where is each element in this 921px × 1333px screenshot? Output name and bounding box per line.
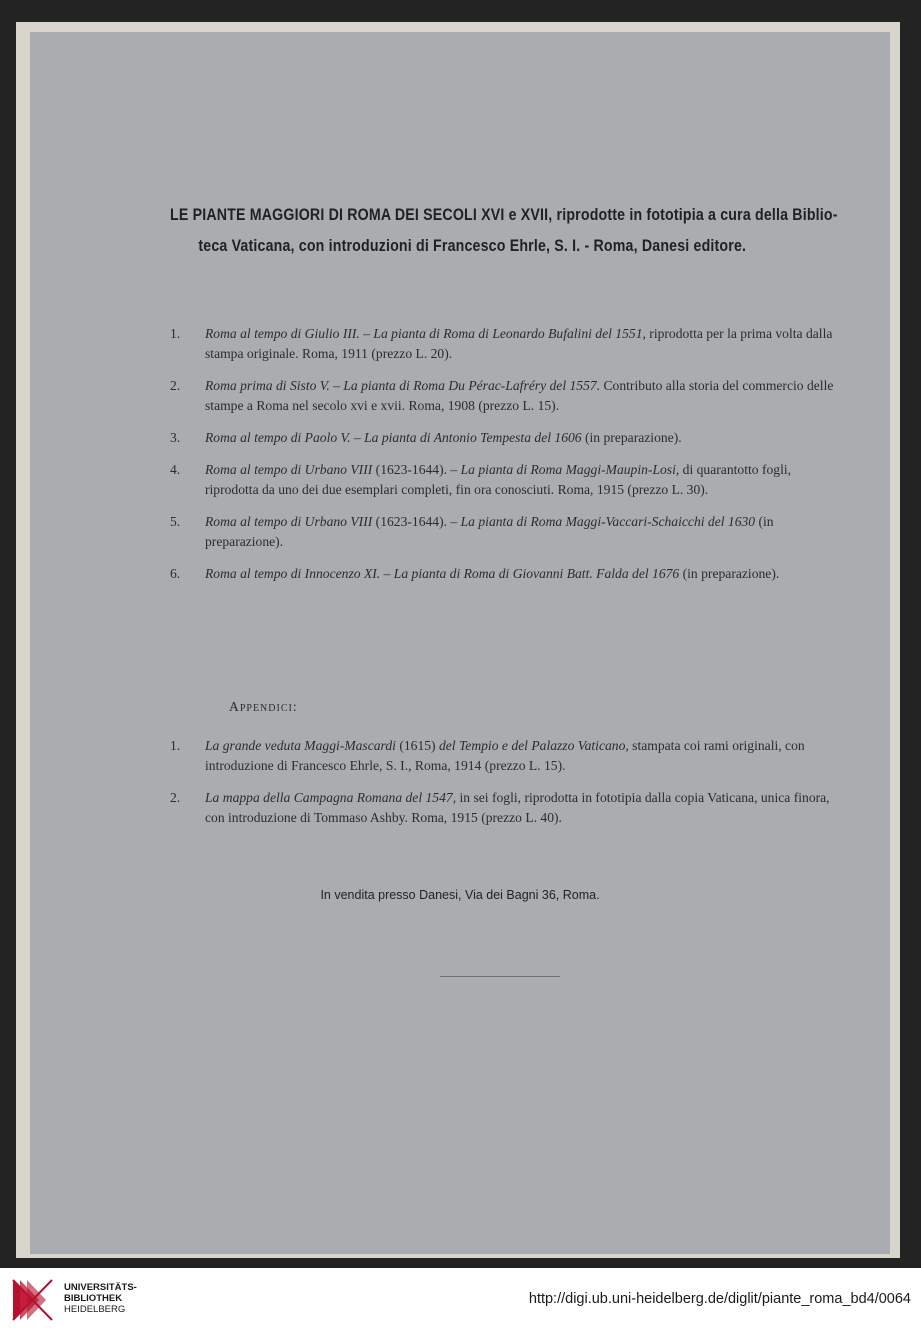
entry-number: 5. xyxy=(170,514,181,529)
list-item xyxy=(170,788,838,828)
entry-text-2: di quarantotto fogli, riprodotta da uno dei due esemplari completi, fin ora conosciuti. Roma, 1915 (prezzo L. 30). xyxy=(205,462,792,497)
entry-number: 1. xyxy=(170,738,181,753)
entry-number: 1. xyxy=(170,326,181,341)
list-item xyxy=(170,736,838,776)
list-item xyxy=(170,376,838,416)
entry-number: 4. xyxy=(170,462,181,477)
entry-text: (1623-1644). – xyxy=(372,462,461,477)
entry-text: riprodotta per la prima volta dalla stampa originale. Roma, 1911 (prezzo L. 20). xyxy=(205,326,833,361)
title-line-1: LE PIANTE MAGGIORI DI ROMA DEI SECOLI XVI e XVII, riprodotte in fototipia a cura della Biblio- xyxy=(170,206,838,224)
entry-number: 3. xyxy=(170,430,181,445)
library-logo-icon xyxy=(10,1277,55,1323)
entry-number: 6. xyxy=(170,566,181,581)
divider xyxy=(440,976,560,977)
entry-italic: Roma al tempo di Paolo V. – La pianta di Antonio Tempesta del 1606 xyxy=(205,430,582,445)
entry-number: 2. xyxy=(170,790,181,805)
page-title xyxy=(170,200,858,262)
appendici-list xyxy=(170,736,838,840)
library-line-3: HEIDELBERG xyxy=(64,1304,126,1315)
entry-text: (1615) xyxy=(395,738,439,753)
entry-italic: Roma al tempo di Urbano VIII xyxy=(205,514,373,529)
entry-text: (in preparazione). xyxy=(679,566,780,581)
library-line-1: UNIVERSITÄTS- xyxy=(64,1282,137,1293)
source-url-link[interactable]: http://digi.ub.uni-heidelberg.de/diglit/piante_roma_bd4/0064 xyxy=(528,1291,911,1307)
entry-text: (in preparazione). xyxy=(581,430,682,445)
title-line-2: teca Vaticana, con introduzioni di Francesco Ehrle, S. I. - Roma, Danesi editore. xyxy=(198,237,747,255)
document-page xyxy=(30,32,890,1254)
list-item xyxy=(170,564,838,584)
list-item xyxy=(170,460,838,500)
sale-note: In vendita presso Danesi, Via dei Bagni 36, Roma. xyxy=(320,888,600,902)
entry-italic-2: La pianta di Roma Maggi-Vaccari-Schaicchi del 1630 xyxy=(460,514,756,529)
list-item xyxy=(170,428,838,448)
entry-text-2: (in preparazione). xyxy=(205,514,774,549)
entry-italic: Roma prima di Sisto V. – La pianta di Roma Du Pérac-Lafréry del 1557. xyxy=(205,378,601,393)
entry-italic-2: del Tempio e del Palazzo Vaticano, xyxy=(438,738,629,753)
entry-text-2: stampata coi rami originali, con introduzione di Francesco Ehrle, S. I., Roma, 1914 (prezzo L. 15). xyxy=(205,738,805,773)
library-name xyxy=(64,1282,137,1315)
library-line-2: BIBLIOTHEK xyxy=(64,1293,123,1304)
appendici-heading: Appendici: xyxy=(229,699,298,714)
entry-text: in sei fogli, riprodotta in fototipia dalla copia Vaticana, unica finora, con introduzione di Tommaso Ashby. Roma, 1915 (prezzo L. 40). xyxy=(205,790,830,825)
entry-italic: Roma al tempo di Giulio III. – La pianta di Roma di Leonardo Bufalini del 1551, xyxy=(205,326,646,341)
entry-italic-2: La pianta di Roma Maggi-Maupin-Losi, xyxy=(460,462,680,477)
entry-italic: Roma al tempo di Urbano VIII xyxy=(205,462,373,477)
entry-italic: La mappa della Campagna Romana del 1547, xyxy=(205,790,457,805)
entry-text: (1623-1644). – xyxy=(372,514,461,529)
list-item xyxy=(170,324,838,364)
entry-number: 2. xyxy=(170,378,181,393)
entry-italic: La grande veduta Maggi-Mascardi xyxy=(205,738,396,753)
entry-text: Contributo alla storia del commercio delle stampe a Roma nel secolo xvi e xvii. Roma, 1908 (prezzo L. 15). xyxy=(205,378,834,413)
list-item xyxy=(170,512,838,552)
entry-italic: Roma al tempo di Innocenzo XI. – La pianta di Roma di Giovanni Batt. Falda del 1676 xyxy=(205,566,680,581)
entry-list xyxy=(170,324,838,596)
